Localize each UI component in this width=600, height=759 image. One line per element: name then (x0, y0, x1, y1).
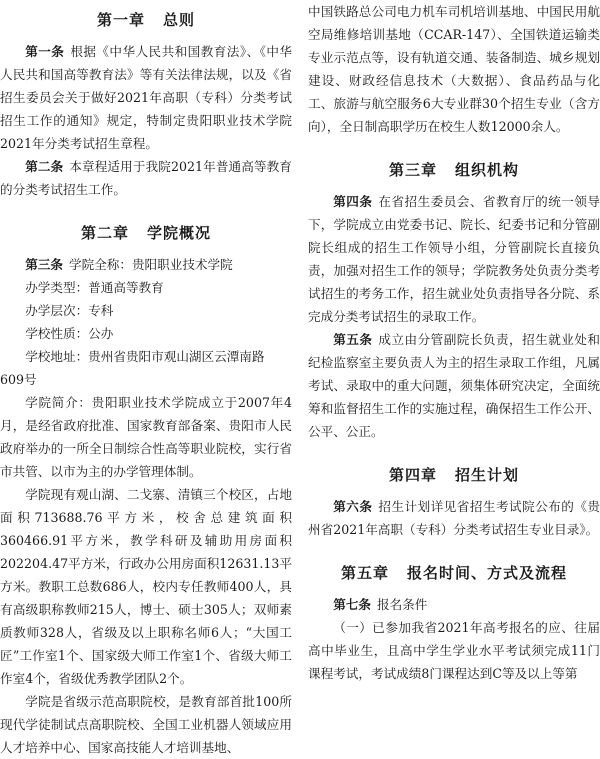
article-text: 报名条件 (376, 597, 428, 612)
chapter-number: 第一章 (96, 11, 145, 29)
chapter-number: 第二章 (80, 224, 129, 242)
article-text: 成立由分管副院长负责，招生就业处和纪检监察室主要负责人为主的招生录取工作组，凡属考试、录取中的重大问题，须集体研究决定，全面统筹和监督招生工作的实施过程，确保招生工作公开、公平、公正。 (308, 332, 600, 439)
article-text: 本章程适用于我院2021年普通高等教育的分类考试招生工作。 (0, 159, 292, 197)
chapter-title: 招生计划 (455, 466, 520, 484)
article-text: 招生计划详见省招生考试院公布的《贵州省2021年高职（专科）分类考试招生专业目录》。 (308, 499, 600, 537)
school-intro-paragraph: 学院简介：贵阳职业技术学院成立于2007年4月，是经省政府批准、国家教育部备案、贵阳市人民政府举办的一所全日制综合性高等职业院校，实行省市共管、以市为主的办学管理体制。 (0, 395, 292, 479)
chapter-title: 学院概况 (147, 224, 212, 242)
article-2 (0, 155, 292, 201)
chapter-title: 组织机构 (455, 161, 520, 179)
article-7 (308, 593, 600, 616)
honors-paragraph-continuation: 中国铁路总公司电力机车司机培训基地、中国民用航空局维修培训基地（CCAR-147）、全国铁道运输类专业示范点等，设有轨道交通、装备制造、城乡规划建设、财政经信息技术（大数据）、食品药品与化工、旅游与航空服务6大专业群30个招生专业（含方向），全日制高职学历在校生人数12000余人。 (308, 4, 600, 134)
chapter-5-heading (308, 553, 600, 593)
article-label: 第七条 (333, 597, 371, 612)
article-label: 第二条 (25, 159, 64, 174)
article-5 (308, 328, 600, 443)
school-address-continuation: 609号 (0, 372, 37, 387)
eligibility-paragraph: （一）已参加我省2021年高考报名的应、往届高中毕业生，且高中学生学业水平考试须完成11门课程考试，考试成绩8门课程达到C等及以上等第 (308, 620, 600, 681)
article-6 (308, 495, 600, 541)
chapter-4-heading (308, 455, 600, 495)
chapter-number: 第四章 (388, 466, 437, 484)
school-level-line: 办学层次：专科 (25, 303, 114, 318)
article-label: 第三条 (25, 257, 63, 272)
article-1 (0, 40, 292, 155)
honors-paragraph: 学院是省级示范高职院校，是教育部首批100所现代学徒制试点高职院校、全国工业机器人领域应用人才培养中心、国家高技能人才培训基地、 (0, 694, 292, 755)
right-column (308, 0, 600, 685)
article-label: 第六条 (333, 499, 373, 514)
chapter-number: 第五章 (340, 564, 389, 582)
article-label: 第四条 (333, 194, 373, 209)
chapter-title: 总则 (163, 11, 196, 29)
chapter-title: 报名时间、方式及流程 (407, 564, 568, 582)
chapter-3-heading (308, 150, 600, 190)
chapter-number: 第三章 (388, 161, 437, 179)
chapter-2-heading (0, 213, 292, 253)
chapter-1-heading (0, 0, 292, 40)
article-label: 第五条 (333, 332, 373, 347)
article-text: 根据《中华人民共和国教育法》、《中华人民共和国高等教育法》等有关法律法规，以及《省招生委员会关于做好2021年高职（专科）分类考试招生工作的通知》规定，特制定贵阳职业技术学院2021年分类考试招生章程。 (0, 44, 292, 151)
article-text: 学院全称：贵阳职业技术学院 (68, 257, 233, 272)
article-3 (0, 253, 292, 276)
article-label: 第一条 (25, 44, 65, 59)
school-nature-line: 学校性质：公办 (25, 326, 114, 341)
school-address-line: 学校地址：贵州省贵阳市观山湖区云潭南路 (25, 349, 265, 364)
article-4 (308, 190, 600, 328)
left-column (0, 0, 292, 759)
article-text: 在省招生委员会、省教育厅的统一领导下，学院成立由党委书记、院长、纪委书记和分管副院长组成的招生工作领导小组，分管副院长直接负责，加强对招生工作的领导；学院教务处负责分类考试招生的考务工作，招生就业处负责指导各分院、系完成分类考试招生的录取工作。 (308, 194, 600, 324)
school-type-line: 办学类型：普通高等教育 (25, 280, 164, 295)
campus-paragraph: 学院现有观山湖、二戈寨、清镇三个校区，占地面积713688.76平方米，校舍总建筑面积360466.91平方米，教学科研及辅助用房面积202204.47平方米，行政办公用房面积12631.13平方米。教职工总数686人，校内专任教师400人，具有高级职称教师215人，博士、硕士305人；双师素质教师328人，省级及以上职称名师6人；“大国工匠”工作室1个、国家级大师工作室1个、省级大师工作室4个，省级优秀教学团队2个。 (0, 487, 292, 686)
